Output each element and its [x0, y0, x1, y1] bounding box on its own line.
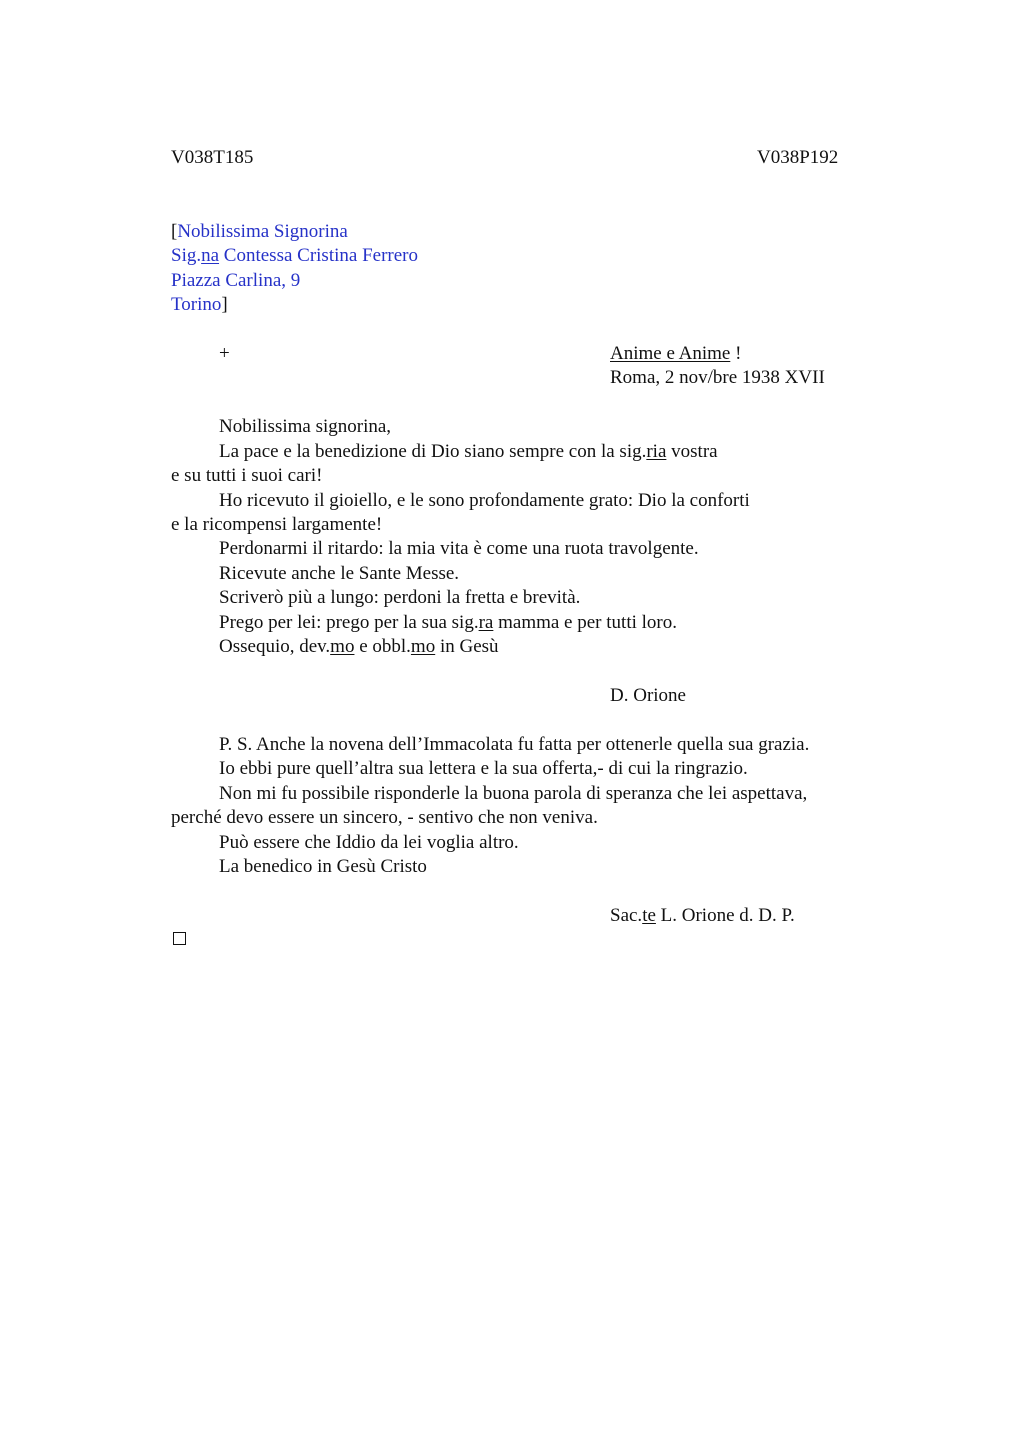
postscript-line: Non mi fu possibile risponderle la buona parola di speranza che lei aspettava, — [219, 783, 808, 804]
signature: D. Orione — [610, 685, 686, 706]
postscript-line: P. S. Anche la novena dell’Immacolata fu fatta per ottenerle quella sua grazia. — [219, 734, 810, 755]
place-date: Roma, 2 nov/bre 1938 XVII — [610, 367, 825, 388]
paragraph-line: Ricevute anche le Sante Messe. — [219, 563, 460, 584]
address-line-3: Piazza Carlina, 9 — [171, 270, 301, 291]
salutation: Nobilissima signorina, — [219, 416, 392, 437]
paragraph-line: Perdonarmi il ritardo: la mia vita è come una ruota travolgente. — [219, 538, 699, 559]
closing-line: Ossequio, dev.mo e obbl.mo in Gesù — [219, 636, 499, 657]
final-signature: Sac.te L. Orione d. D. P. — [610, 905, 795, 926]
address-line-2: Sig.na Contessa Cristina Ferrero — [171, 245, 418, 266]
postscript-line: Io ebbi pure quell’altra sua lettera e la sua offerta,- di cui la ringrazio. — [219, 758, 748, 779]
document-code-left: V038T185 — [171, 147, 254, 168]
postscript-line: La benedico in Gesù Cristo — [219, 856, 427, 877]
motto: Anime e Anime ! — [610, 343, 742, 364]
cross-symbol: + — [219, 343, 230, 364]
address-line-1: [Nobilissima Signorina — [171, 221, 348, 242]
address-line-4: Torino] — [171, 294, 228, 315]
paragraph-line: Scriverò più a lungo: perdoni la fretta e brevità. — [219, 587, 581, 608]
document-code-right: V038P192 — [757, 147, 839, 168]
end-of-document-square — [173, 932, 186, 945]
paragraph-line: e su tutti i suoi cari! — [171, 465, 323, 486]
paragraph-line: La pace e la benedizione di Dio siano sempre con la sig.ria vostra — [219, 441, 718, 462]
postscript-line: perché devo essere un sincero, - sentivo che non veniva. — [171, 807, 598, 828]
paragraph-line: Prego per lei: prego per la sua sig.ra mamma e per tutti loro. — [219, 612, 677, 633]
paragraph-line: Ho ricevuto il gioiello, e le sono profondamente grato: Dio la conforti — [219, 490, 750, 511]
postscript-line: Può essere che Iddio da lei voglia altro. — [219, 832, 519, 853]
paragraph-line: e la ricompensi largamente! — [171, 514, 383, 535]
